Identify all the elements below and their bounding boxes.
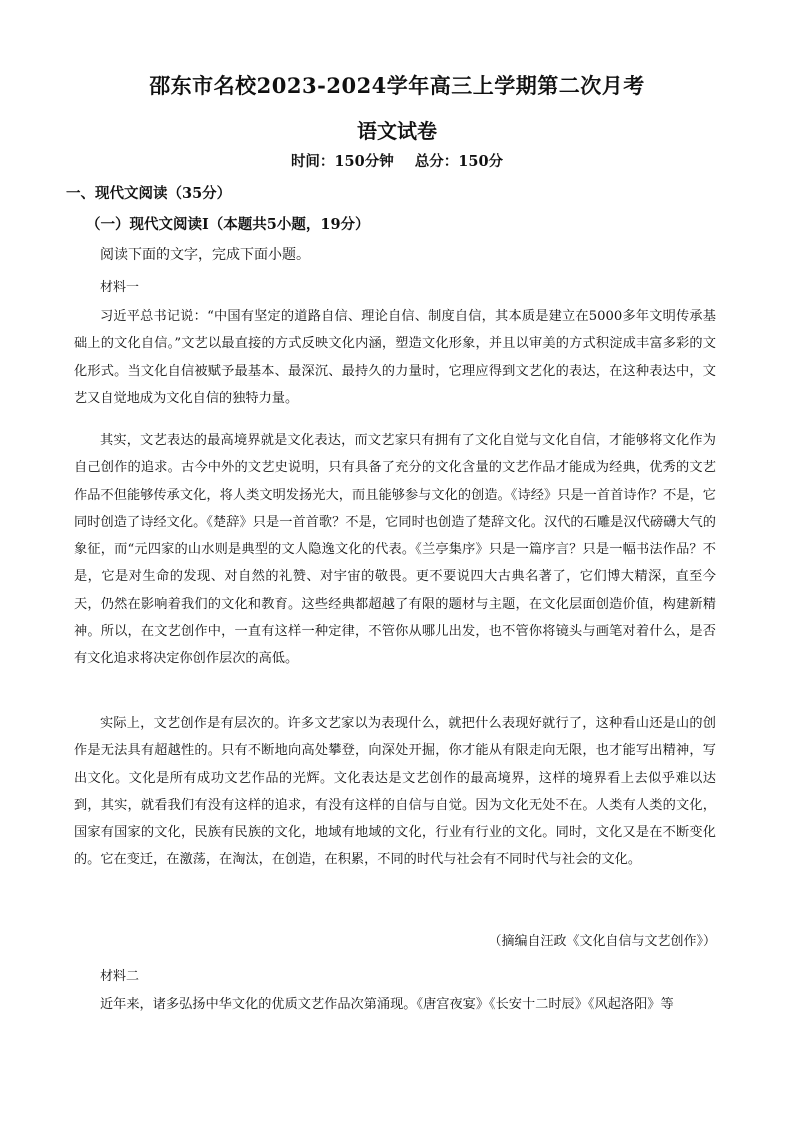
exam-meta [0,150,794,171]
material1-source: （摘编自汪政《文化自信与文艺创作》） [488,934,716,949]
material1-paragraph-1: 习近平总书记说：“中国有坚定的道路自信、理论自信、制度自信，其本质是建立在5000多年文明传承基础上的文化自信。”文艺以最直接的方式反映文化内涵，塑造文化形象，并且以审美的方式积淀成丰富多彩的文化形式。当文化自信被赋予最基本、最深沉、最持久的力量时，它理应得到文艺化的表达，在这种表达中，文艺又自觉地成为文化自信的独特力量。 [74,309,716,406]
section-heading: 一、现代文阅读（35分） [66,185,232,202]
material1-paragraph-3: 实际上，文艺创作是有层次的。许多文艺家以为表现什么，就把什么表现好就行了，这种看山还是山的创作是无法具有超越性的。只有不断地向高处攀登，向深处开掘，你才能从有限走向无限，也才能写出精神，写出文化。文化是所有成功文艺作品的光辉。文化表达是文艺创作的最高境界，这样的境界看上去似乎难以达到，其实，就看我们有没有这样的追求，有没有这样的自信与自觉。因为文化无处不在。人类有人类的文化，国家有国家的文化，民族有民族的文化，地域有地域的文化，行业有行业的文化。同时，文化又是在不断变化的。它在变迁，在激荡，在淘汰，在创造，在积累，不同的时代与社会有不同时代与社会的文化。 [74,716,716,868]
material2-paragraph-1: 近年来，诸多弘扬中华文化的优质文艺作品次第涌现。《唐宫夜宴》《长安十二时辰》《风起洛阳》等 [100,997,674,1012]
material1-label: 材料一 [100,280,140,295]
score-label: 总分：150分 [414,153,504,170]
time-label: 时间：150分钟 [290,153,394,170]
exam-title: 邵东市名校2023-2024学年高三上学期第二次月考 [149,73,645,98]
exam-subtitle: 语文试卷 [357,119,437,143]
material1-paragraph-2: 其实，文艺表达的最高境界就是文化表达，而文艺家只有拥有了文化自觉与文化自信，才能够将文化作为自己创作的追求。古今中外的文艺史说明，只有具备了充分的文化含量的文艺作品才能成为经典，优秀的文艺作品不但能够传承文化，将人类文明发扬光大，而且能够参与文化的创造。《诗经》只是一首首诗作？不是，它同时创造了诗经文化。《楚辞》只是一首首歌？不是，它同时也创造了楚辞文化。汉代的石雕是汉代磅礴大气的象征，而“元四家的山水则是典型的文人隐逸文化的代表。《兰亭集序》只是一篇序言？只是一幅书法作品？不是，它是对生命的发现、对自然的礼赞、对宇宙的敬畏。更不要说四大古典名著了，它们博大精深，直至今天，仍然在影响着我们的文化和教育。这些经典都超越了有限的题材与主题，在文化层面创造价值，构建新精神。所以，在文艺创作中，一直有这样一种定律，不管你从哪儿出发，也不管你将镜头与画笔对着什么，是否有文化追求将决定你创作层次的高低。 [74,433,716,667]
reading-instruction: 阅读下面的文字，完成下面小题。 [100,247,310,263]
material2-label: 材料二 [100,969,140,984]
subsection-heading: （一）现代文阅读Ⅰ（本题共5小题，19分） [86,216,370,233]
